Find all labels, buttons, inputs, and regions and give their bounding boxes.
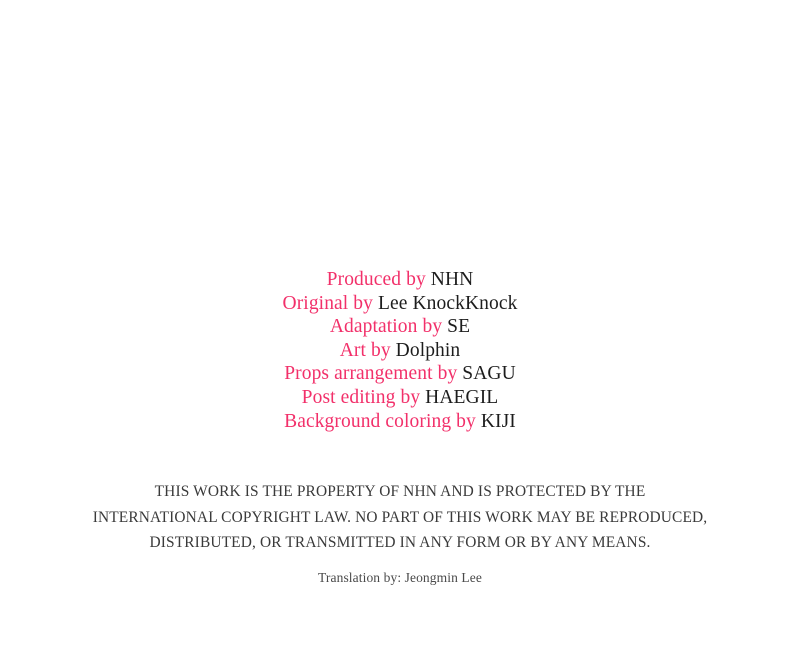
credit-role: Post editing by xyxy=(301,386,421,408)
credit-name: KIJI xyxy=(480,410,516,432)
copyright-line-2: INTERNATIONAL COPYRIGHT LAW. NO PART OF THIS WORK MAY BE REPRODUCED, xyxy=(92,508,708,526)
credit-role: Background coloring by xyxy=(284,410,476,432)
credit-name: Lee KnockKnock xyxy=(377,292,518,314)
credit-line xyxy=(0,268,800,292)
credit-name: SAGU xyxy=(462,363,516,385)
credit-name: Dolphin xyxy=(395,339,461,361)
credit-line xyxy=(0,339,800,363)
credit-line xyxy=(0,410,800,434)
credit-name: NHN xyxy=(430,269,474,290)
copyright-line-3: DISTRIBUTED, OR TRANSMITTED IN ANY FORM OR BY ANY MEANS. xyxy=(149,534,651,551)
credit-role: Props arrangement by xyxy=(284,363,458,385)
credits-block xyxy=(0,268,800,433)
credit-role: Adaptation by xyxy=(329,316,443,338)
credit-name: SE xyxy=(447,316,471,338)
credit-role: Art by xyxy=(339,339,391,361)
copyright-line-1: THIS WORK IS THE PROPERTY OF NHN AND IS PROTECTED BY THE xyxy=(154,483,646,500)
credit-role: Produced by xyxy=(326,269,426,290)
credit-role: Original by xyxy=(282,292,373,314)
credit-name: HAEGIL xyxy=(425,386,499,408)
credit-line xyxy=(0,292,800,316)
copyright-notice xyxy=(50,479,750,556)
translation-credit: Translation by: Jeongmin Lee xyxy=(318,570,482,585)
credit-line xyxy=(0,362,800,386)
credit-line xyxy=(0,386,800,410)
credit-line xyxy=(0,315,800,339)
